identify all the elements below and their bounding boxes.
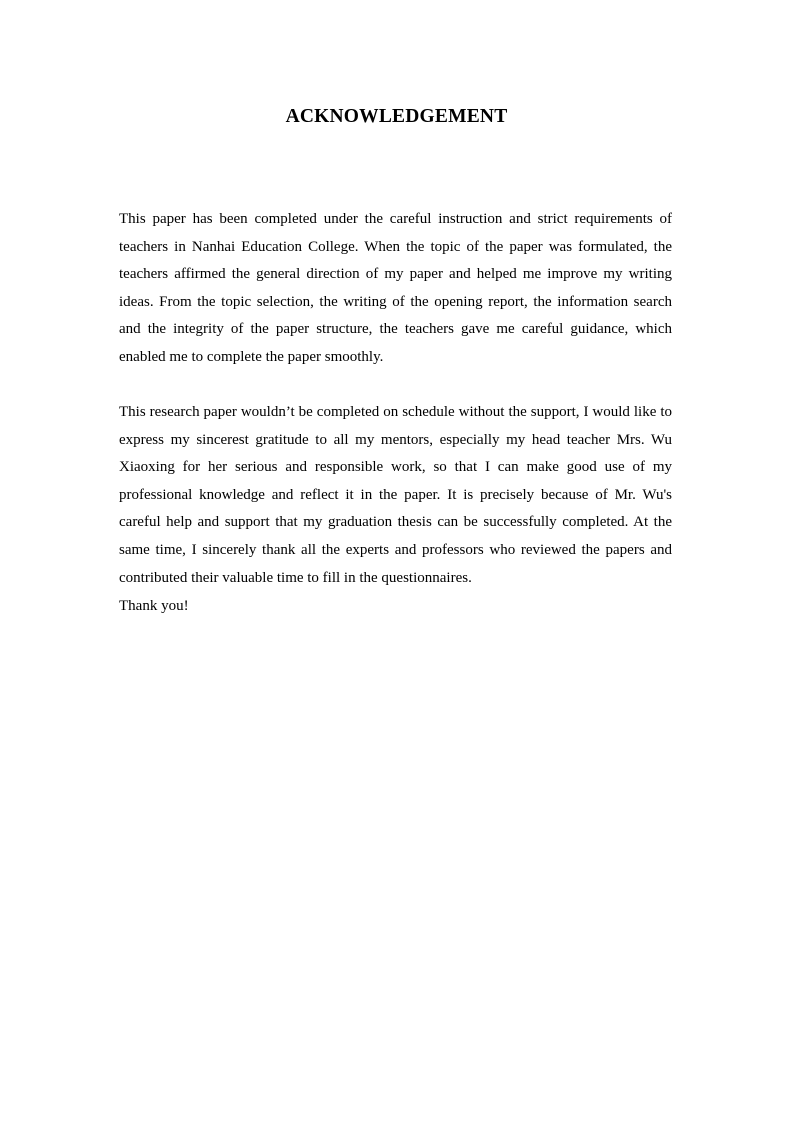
closing-line: Thank you!	[119, 598, 189, 614]
page-title: ACKNOWLEDGEMENT	[285, 106, 508, 127]
acknowledgement-paragraph-2: This research paper wouldn’t be completed on schedule without the support, I would like to express my sincerest gratitude to all my mentors, especially my head teacher Mrs. Wu Xiaoxing for her serious and responsible work, so that I can make good use of my professional knowledge and reflect it in the paper. It is precisely because of Mr. Wu's careful help and support that my graduation thesis can be successfully completed. At the same time, I sincerely thank all the experts and professors who reviewed the papers and contributed their valuable time to fill in the questionnaires.	[119, 404, 672, 586]
acknowledgement-paragraph-1: This paper has been completed under the careful instruction and strict requirements of teachers in Nanhai Education College. When the topic of the paper was formulated, the teachers affirmed the general direction of my paper and helped me improve my writing ideas. From the topic selection, the writing of the opening report, the information search and the integrity of the paper structure, the teachers gave me careful guidance, which enabled me to complete the paper smoothly.	[119, 211, 672, 365]
